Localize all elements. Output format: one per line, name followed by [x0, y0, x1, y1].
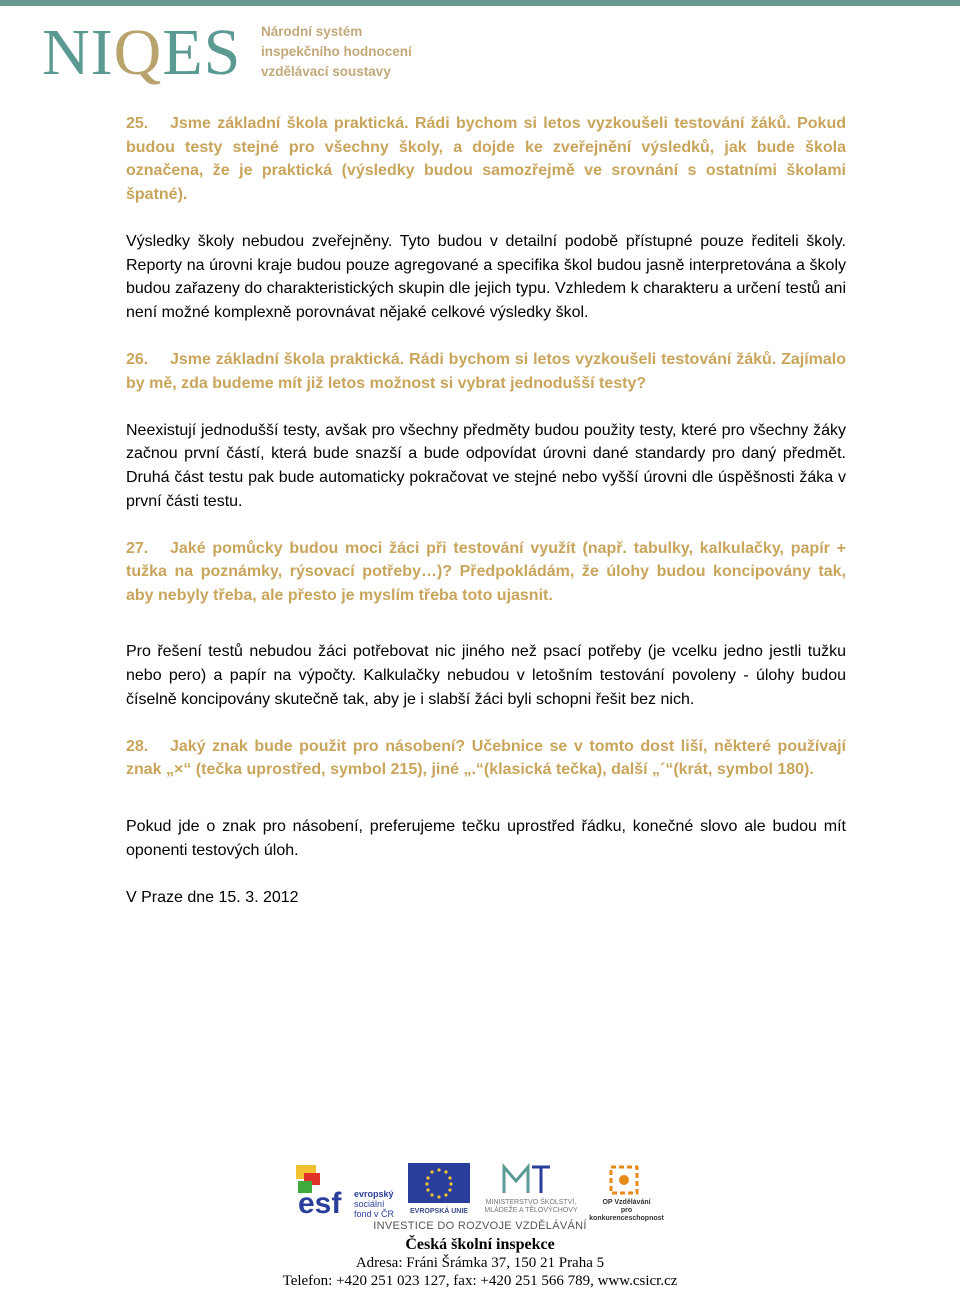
answer-27: Pro řešení testů nebudou žáci potřebovat nic jiného než psací potřeby (je vcelku jedno jestli tužku nebo pero) a papír na výpočty. Kalkulačky nebudou v letošním testování povoleny - úlohy budou číselně koncipovány skutečně tak, aby je i slabší žáci byli schopni řešit bez nich. [126, 643, 846, 708]
question-26: 26. Jsme základní škola praktická. Rádi bychom si letos vyzkoušeli testování žáků. Zajímalo by mě, zda budeme mít již letos možnost si vybrat jednodušší testy? [126, 350, 846, 392]
answer-26: Neexistují jednodušší testy, avšak pro všechny předměty budou použity testy, které pro všechny žáky začnou první částí, která bude snazší a bude odpovídat úrovni dané standardy pro daný předmět. Druhá část testu pak bude automaticky pokračovat ve stejné nebo vyšší úrovni dle úspěšnosti žáka v první části testu. [126, 421, 846, 510]
top-accent-bar [0, 0, 960, 6]
partner-logos [296, 1161, 676, 1221]
footer [0, 1155, 960, 1289]
op-mark-icon [589, 1161, 664, 1197]
answer-28: Pokud jde o znak pro násobení, preferujeme tečku uprostřed řádku, konečné slovo ale budou mít oponenti testových úloh. [126, 818, 846, 859]
question-28: 28. Jaký znak bude použit pro násobení? Učebnice se v tomto dost liší, některé používají znak „×“ (tečka uprostřed, symbol 215), jiné „.“(klasická tečka), další „´“(krát, symbol 180). [126, 737, 846, 779]
eu-flag-icon [408, 1161, 470, 1205]
op-logo: OP Vzdělávání pro konkurenceschopnost [589, 1161, 664, 1216]
investment-slogan: INVESTICE DO ROZVOJE VZDĚLÁVÁNÍ [373, 1220, 587, 1232]
niqes-logo [42, 16, 422, 90]
question-27: 27. Jaké pomůcky budou moci žáci při testování využít (např. tabulky, kalkulačky, papír + tužka na poznámky, rýsovací potřeby…)? Předpokládám, že úlohy budou koncipovány tak, aby nebyly třeba, ale přesto je myslím třeba toto ujasnit. [126, 539, 846, 604]
svg-text:esf: esf [298, 1187, 342, 1216]
eu-logo: EVROPSKÁ UNIE [408, 1161, 470, 1216]
closing-date: V Praze dne 15. 3. 2012 [126, 888, 299, 906]
logo-subtitle: Národní systém inspekčního hodnocení vzdělávací soustavy [261, 24, 412, 79]
organization-name: Česká školní inspekce [405, 1236, 555, 1253]
esf-logo: esf evropský sociální fond v ČR [296, 1161, 406, 1216]
document-body [126, 112, 846, 909]
question-25: 25. Jsme základní škola praktická. Rádi bychom si letos vyzkoušeli testování žáků. Pokud budou testy stejné pro všechny školy, a dojde ke zveřejnění výsledků, jak bude škola označena, že je praktická (výsledky budou samozřejmě ve srovnání s ostatními školami špatné). [126, 115, 846, 203]
answer-25: Výsledky školy nebudou zveřejněny. Tyto budou v detailní podobě přístupné pouze řediteli školy. Reporty na úrovni kraje budou pouze agregované a specifika škol budou jasně interpretována a školy budou zařazeny do charakteristických skupin dle jejich typu. Vzhledem k charakteru a určení testů ani není možné komplexně porovnávat nějaké celkové výsledky škol. [126, 232, 846, 321]
msmt-logo: MINISTERSTVO ŠKOLSTVÍ, MLÁDEŽE A TĚLOVÝCHOVY [476, 1161, 586, 1216]
organization-address: Adresa: Fráni Šrámka 37, 150 21 Praha 5 [355, 1255, 605, 1271]
msmt-mark-icon [476, 1161, 586, 1197]
logo-wordmark: NIQES [42, 16, 242, 89]
organization-contact: Telefon: +420 251 023 127, fax: +420 251 566 789, www.csicr.cz [282, 1273, 678, 1289]
